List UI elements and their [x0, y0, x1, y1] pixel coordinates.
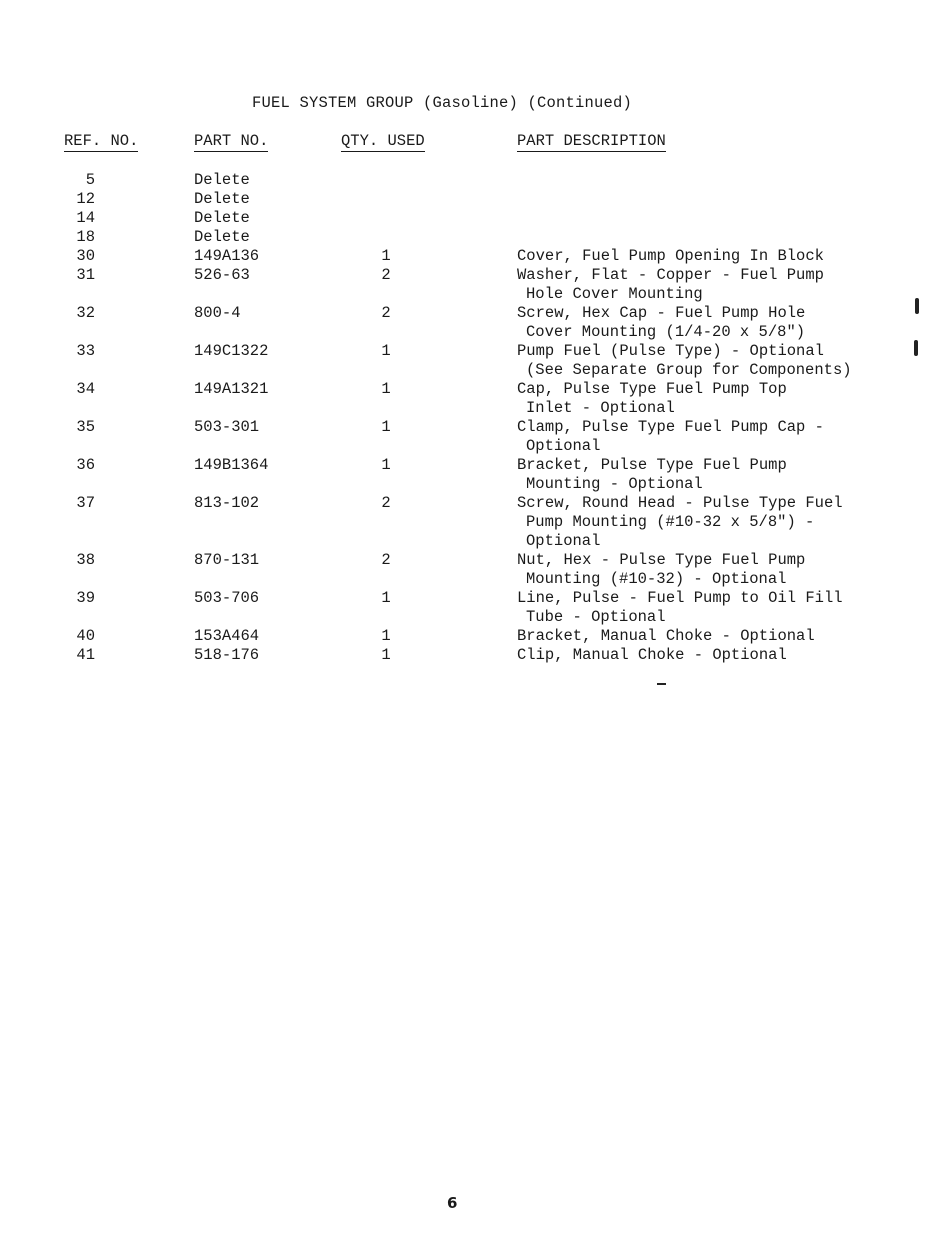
scan-mark: [915, 298, 919, 314]
table-row: [0, 418, 950, 456]
table-row: [0, 228, 950, 247]
table-row: [0, 646, 950, 665]
description-line: Mounting - Optional: [526, 475, 703, 493]
part-no-cell: Delete: [194, 190, 250, 208]
part-no-cell: 149A1321: [194, 380, 269, 398]
qty-used-cell: 1: [381, 456, 391, 474]
description-line: Mounting (#10-32) - Optional: [526, 570, 787, 588]
qty-used-cell: 1: [381, 247, 391, 265]
description-line: Tube - Optional: [526, 608, 666, 626]
description-line: Screw, Round Head - Pulse Type Fuel: [517, 494, 843, 512]
part-description-cell: [517, 551, 805, 589]
table-row: [0, 551, 950, 589]
part-no-cell: Delete: [194, 171, 250, 189]
part-description-cell: [517, 627, 815, 646]
header-ref-no: REF. NO.: [64, 132, 139, 150]
qty-used-cell: 1: [381, 380, 391, 398]
part-no-cell: 526-63: [194, 266, 250, 284]
qty-used-cell: 2: [381, 304, 391, 322]
description-line: Cover, Fuel Pump Opening In Block: [517, 247, 824, 265]
part-description-cell: [517, 247, 824, 266]
ref-no-cell: 36: [76, 456, 95, 474]
description-line: Cap, Pulse Type Fuel Pump Top: [517, 380, 787, 398]
description-line: Optional: [526, 437, 601, 455]
part-no-cell: 149A136: [194, 247, 260, 265]
description-line: Bracket, Manual Choke - Optional: [517, 627, 815, 645]
table-row: [0, 380, 950, 418]
description-line: Inlet - Optional: [526, 399, 675, 417]
qty-used-cell: 2: [381, 266, 391, 284]
part-no-cell: 149C1322: [194, 342, 269, 360]
part-description-cell: [517, 342, 852, 380]
part-no-cell: 149B1364: [194, 456, 269, 474]
ref-no-cell: 37: [76, 494, 95, 512]
table-row: [0, 627, 950, 646]
ref-no-cell: 35: [76, 418, 95, 436]
ref-no-cell: 14: [76, 209, 95, 227]
qty-used-cell: 1: [381, 418, 391, 436]
header-part-description: PART DESCRIPTION: [517, 132, 666, 150]
description-line: Hole Cover Mounting: [526, 285, 703, 303]
ref-no-cell: 31: [76, 266, 95, 284]
qty-used-cell: 2: [381, 494, 391, 512]
qty-used-cell: 1: [381, 646, 391, 664]
table-row: [0, 171, 950, 190]
part-description-cell: [517, 589, 843, 627]
header-part-no: PART NO.: [194, 132, 269, 150]
table-row: [0, 209, 950, 228]
qty-used-cell: 2: [381, 551, 391, 569]
table-row: [0, 494, 950, 551]
part-no-cell: 153A464: [194, 627, 260, 645]
part-description-cell: [517, 266, 824, 304]
part-no-cell: 800-4: [194, 304, 241, 322]
description-line: Line, Pulse - Fuel Pump to Oil Fill: [517, 589, 843, 607]
ref-no-cell: 12: [76, 190, 95, 208]
table-row: [0, 342, 950, 380]
part-description-cell: [517, 456, 787, 494]
ref-no-cell: 33: [76, 342, 95, 360]
part-description-cell: [517, 646, 787, 665]
part-no-cell: Delete: [194, 209, 250, 227]
table-row: [0, 304, 950, 342]
table-row: [0, 247, 950, 266]
description-line: Washer, Flat - Copper - Fuel Pump: [517, 266, 824, 284]
description-line: Pump Mounting (#10-32 x 5/8") -: [526, 513, 815, 531]
description-line: Nut, Hex - Pulse Type Fuel Pump: [517, 551, 806, 569]
table-row: [0, 266, 950, 304]
qty-used-cell: 1: [381, 342, 391, 360]
part-no-cell: 813-102: [194, 494, 260, 512]
part-no-cell: 870-131: [194, 551, 260, 569]
ref-no-cell: 38: [76, 551, 95, 569]
header-qty-used: QTY. USED: [341, 132, 425, 150]
table-row: [0, 190, 950, 209]
ref-no-cell: 41: [76, 646, 95, 664]
scan-mark: [657, 683, 666, 685]
ref-no-cell: 34: [76, 380, 95, 398]
scan-mark: [914, 340, 918, 356]
ref-no-cell: 18: [76, 228, 95, 246]
description-line: (See Separate Group for Components): [526, 361, 852, 379]
part-description-cell: [517, 494, 843, 551]
table-row: [0, 589, 950, 627]
description-line: Cover Mounting (1/4-20 x 5/8"): [526, 323, 806, 341]
part-no-cell: 503-706: [194, 589, 260, 607]
part-description-cell: [517, 418, 824, 456]
ref-no-cell: 30: [76, 247, 95, 265]
part-no-cell: 518-176: [194, 646, 260, 664]
table-row: [0, 456, 950, 494]
ref-no-cell: 5: [85, 171, 95, 189]
description-line: Pump Fuel (Pulse Type) - Optional: [517, 342, 824, 360]
ref-no-cell: 32: [76, 304, 95, 322]
qty-used-cell: 1: [381, 627, 391, 645]
description-line: Bracket, Pulse Type Fuel Pump: [517, 456, 787, 474]
description-line: Clamp, Pulse Type Fuel Pump Cap -: [517, 418, 824, 436]
page-number: 6: [447, 1194, 458, 1212]
ref-no-cell: 39: [76, 589, 95, 607]
parts-table: [0, 171, 950, 665]
description-line: Screw, Hex Cap - Fuel Pump Hole: [517, 304, 806, 322]
ref-no-cell: 40: [76, 627, 95, 645]
qty-used-cell: 1: [381, 589, 391, 607]
page-title: FUEL SYSTEM GROUP (Gasoline) (Continued): [252, 94, 633, 112]
part-description-cell: [517, 304, 805, 342]
description-line: Optional: [526, 532, 601, 550]
part-no-cell: 503-301: [194, 418, 260, 436]
description-line: Clip, Manual Choke - Optional: [517, 646, 787, 664]
part-no-cell: Delete: [194, 228, 250, 246]
part-description-cell: [517, 380, 787, 418]
